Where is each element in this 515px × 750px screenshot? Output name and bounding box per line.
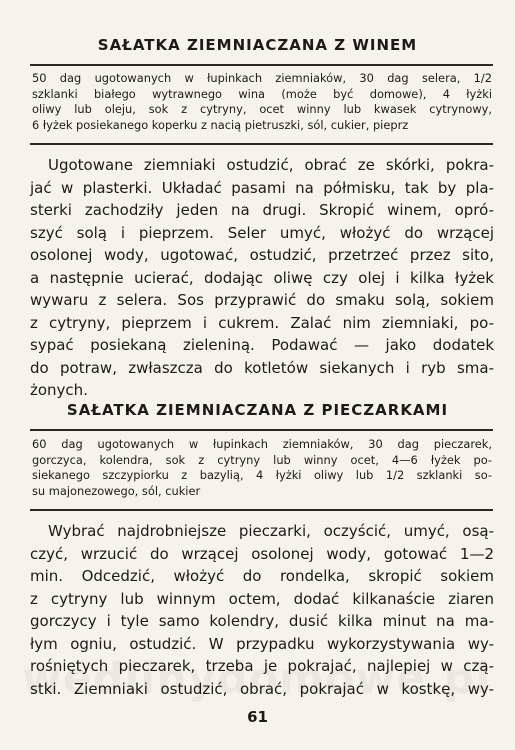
instructions-line: stki. Ziemniaki ostudzić, obrać, pokrajać w kostkę, wy- <box>30 679 494 698</box>
recipe-title: SAŁATKA ZIEMNIACZANA Z PIECZARKAMI <box>66 401 449 419</box>
instructions-line: żonych. <box>30 381 88 399</box>
ingredients-line: siekanego szczypiorku z bazylią, 4 łyżki oliwy lub 1/2 szklanki so- <box>32 468 492 482</box>
instructions-line: jać w plasterki. Układać pasami na półmisku, tak by pla- <box>30 178 494 197</box>
instructions-line: łym ogniu, ostudzić. W przypadku wykorzystywania wy- <box>30 634 494 653</box>
divider <box>30 429 493 431</box>
ingredients-line: szklanki białego wytrawnego wina (może być domowe), 4 łyżki <box>32 86 492 101</box>
instructions-line: min. Odcedzić, włożyć do rondelka, skropić sokiem <box>30 567 494 585</box>
instructions-line: czyć, wrzucić do wrzącej osolonej wody, gotować 1—2 <box>30 544 494 563</box>
instructions-line: Wybrać najdrobniejsze pieczarki, oczyścić, umyć, osą- <box>48 522 494 540</box>
ingredients-line: 50 dag ugotowanych w łupinkach ziemniaków, 30 dag selera, 1/2 <box>32 71 492 85</box>
instructions-line: wywaru z selera. Sos przyprawić do smaku solą, sokiem <box>30 291 494 309</box>
divider <box>30 143 493 145</box>
divider <box>30 509 493 511</box>
ingredients-list <box>32 71 492 133</box>
ingredients-line: oliwy lub oleju, sok z cytryny, ocet winny lub kwasek cytrynowy, <box>32 102 492 116</box>
ingredients-line: 6 łyżek posiekanego koperku z nacią pietruszki, sól, cukier, pieprz <box>32 117 409 132</box>
instructions-line: a następnie ucierać, dodając oliwę czy olej i kilka łyżek <box>30 268 494 287</box>
ingredients-line: su majonezowego, sól, cukier <box>32 483 201 498</box>
instructions-line: gorczycy i tyle samo kolendry, dusić kilka minut na ma- <box>30 612 494 630</box>
instructions-line: sypać posiekaną zieleniną. Podawać — jako dodatek <box>30 336 494 354</box>
instructions-line: rośniętych pieczarek, trzeba je pokrajać, najlepiej w czą- <box>30 657 494 675</box>
ingredients-line: 60 dag ugotowanych w łupinkach ziemniaków, 30 dag pieczarek, <box>32 437 492 451</box>
instructions-line: z cytryny, pieprzem i cukrem. Zalać nim ziemniaki, po- <box>30 313 494 332</box>
instructions-line: szyć solą i pieprzem. Seler umyć, włożyć do wrzącej <box>30 223 494 242</box>
page-number: 61 <box>247 708 268 726</box>
ingredients-line: gorczyca, kolendra, sok z cytryny lub winny ocet, 4—6 łyżek po- <box>32 452 492 467</box>
instructions-line: z cytryny lub winnym octem, dodać kilkanaście ziaren <box>30 589 494 608</box>
instructions-line: osolonej wody, ugotować, ostudzić, przetrzeć przez sito, <box>30 246 494 264</box>
watermark <box>22 654 502 704</box>
instructions-line: do potraw, zwłaszcza do kotletów siekanych i ryb sma- <box>30 358 494 377</box>
instructions-line: sterki zachodziły jeden na drugi. Skropić winem, opró- <box>30 201 494 219</box>
divider <box>30 64 493 66</box>
recipe-instructions <box>30 154 494 402</box>
recipe-title: SAŁATKA ZIEMNIACZANA Z WINEM <box>97 36 418 54</box>
ingredients-list <box>32 437 492 499</box>
instructions-line: Ugotowane ziemniaki ostudzić, obrać ze skórki, pokra- <box>48 156 494 174</box>
